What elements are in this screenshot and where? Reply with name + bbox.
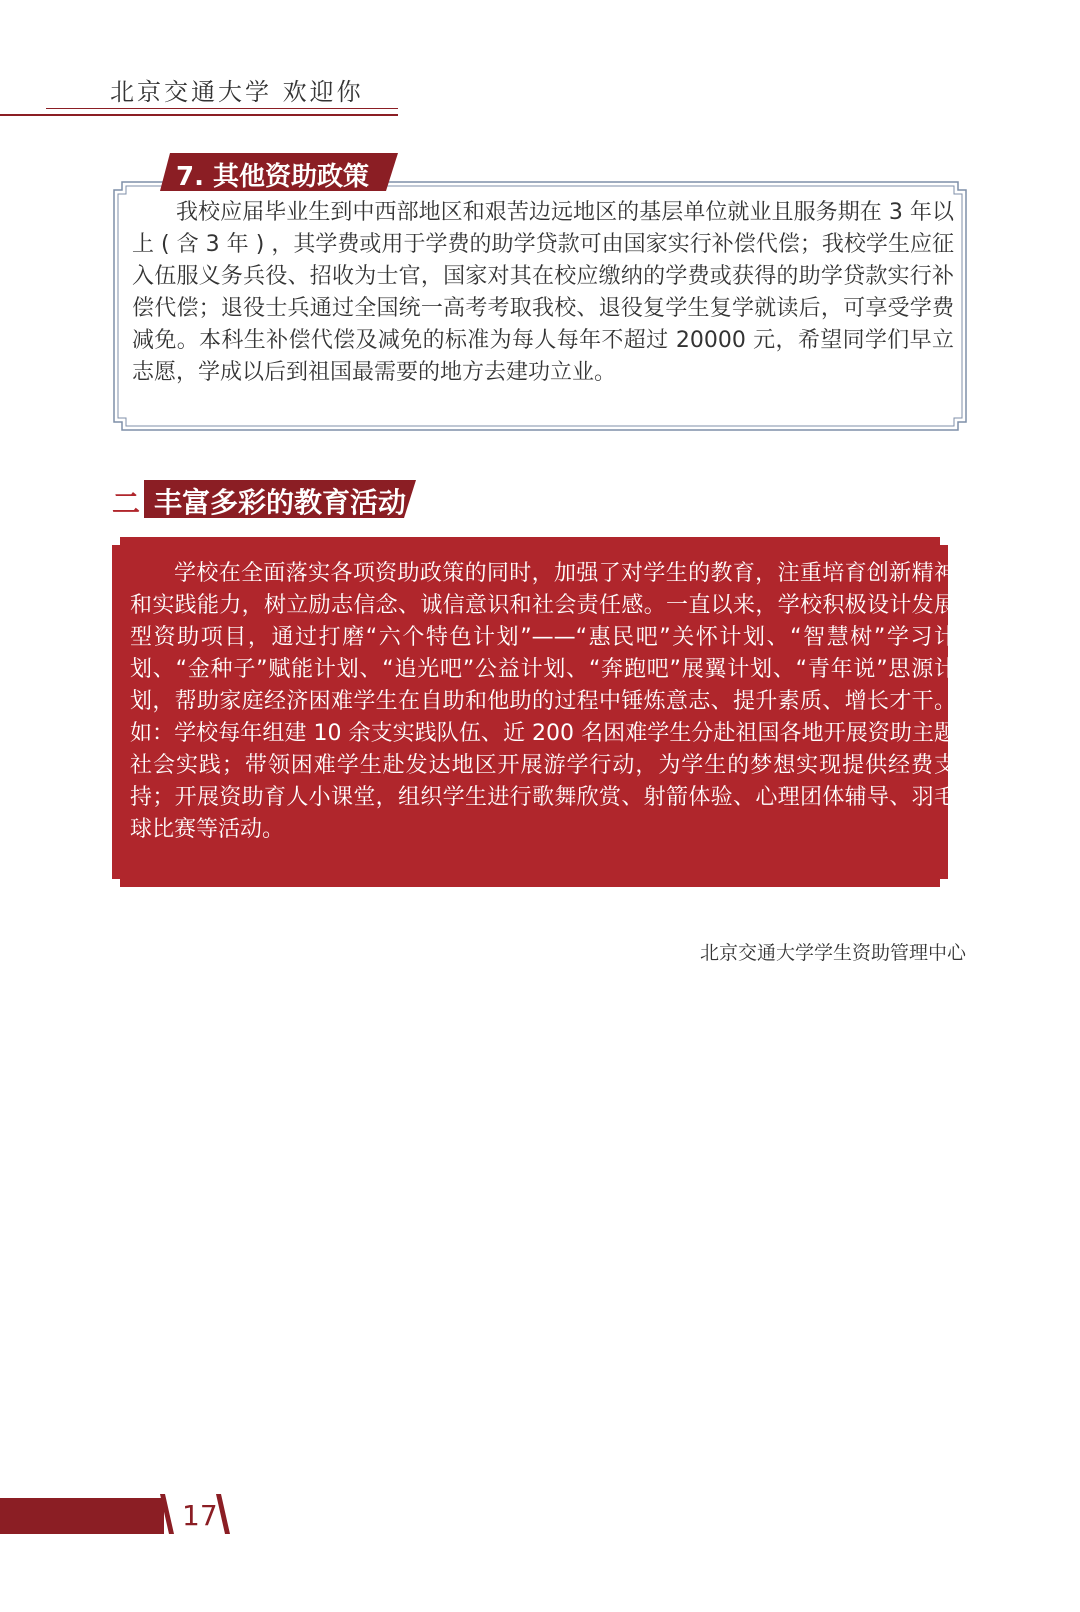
header-divider-thin <box>46 108 398 109</box>
section2-body: 学校在全面落实各项资助政策的同时，加强了对学生的教育，注重培育创新精神和实践能力，树立励志信念、诚信意识和社会责任感。一直以来，学校积极设计发展型资助项目，通过打磨“六个特色计划”——“惠民吧”关怀计划、“智慧树”学习计划、“金种子”赋能计划、“追光吧”公益计划、“奔跑吧”展翼计划、“青年说”思源计划，帮助家庭经济困难学生在自助和他助的过程中锤炼意志、提升素质、增长才干。如：学校每年组建 10 余支实践队伍、近 200 名困难学生分赴祖国各地开展资助主题社会实践；带领困难学生赴发达地区开展游学行动，为学生的梦想实现提供经费支持；开展资助育人小课堂，组织学生进行歌舞欣赏、射箭体验、心理团体辅导、羽毛球比赛等活动。 <box>130 561 956 842</box>
signature: 北京交通大学学生资助管理中心 <box>699 942 966 964</box>
footer-slash-right <box>216 1494 230 1534</box>
header-divider <box>0 114 398 116</box>
page-number: 17 <box>182 1499 218 1532</box>
footer-slash-left <box>160 1494 174 1534</box>
header-title: 北京交通大学 欢迎你 <box>110 78 364 106</box>
section7-body: 我校应届毕业生到中西部地区和艰苦边远地区的基层单位就业且服务期在 3 年以上 ( 含 3 年 ) ，其学费或用于学费的助学贷款可由国家实行补偿代偿；我校学生应征入伍服义务兵役、招收为士官，国家对其在校应缴纳的学费或获得的助学贷款实行补偿代偿；退役士兵通过全国统一高考考取我校、退役复学生复学就读后，可享受学费减免。本科生补偿代偿及减免的标准为每人每年不超过 20000 元，希望同学们早立志愿，学成以后到祖国最需要的地方去建功立业。 <box>132 200 954 385</box>
section7-title: 7. 其他资助政策 <box>176 162 370 192</box>
footer-bar <box>0 1498 164 1534</box>
section2-number: 二 <box>112 487 141 520</box>
section2-title: 丰富多彩的教育活动 <box>154 486 407 519</box>
